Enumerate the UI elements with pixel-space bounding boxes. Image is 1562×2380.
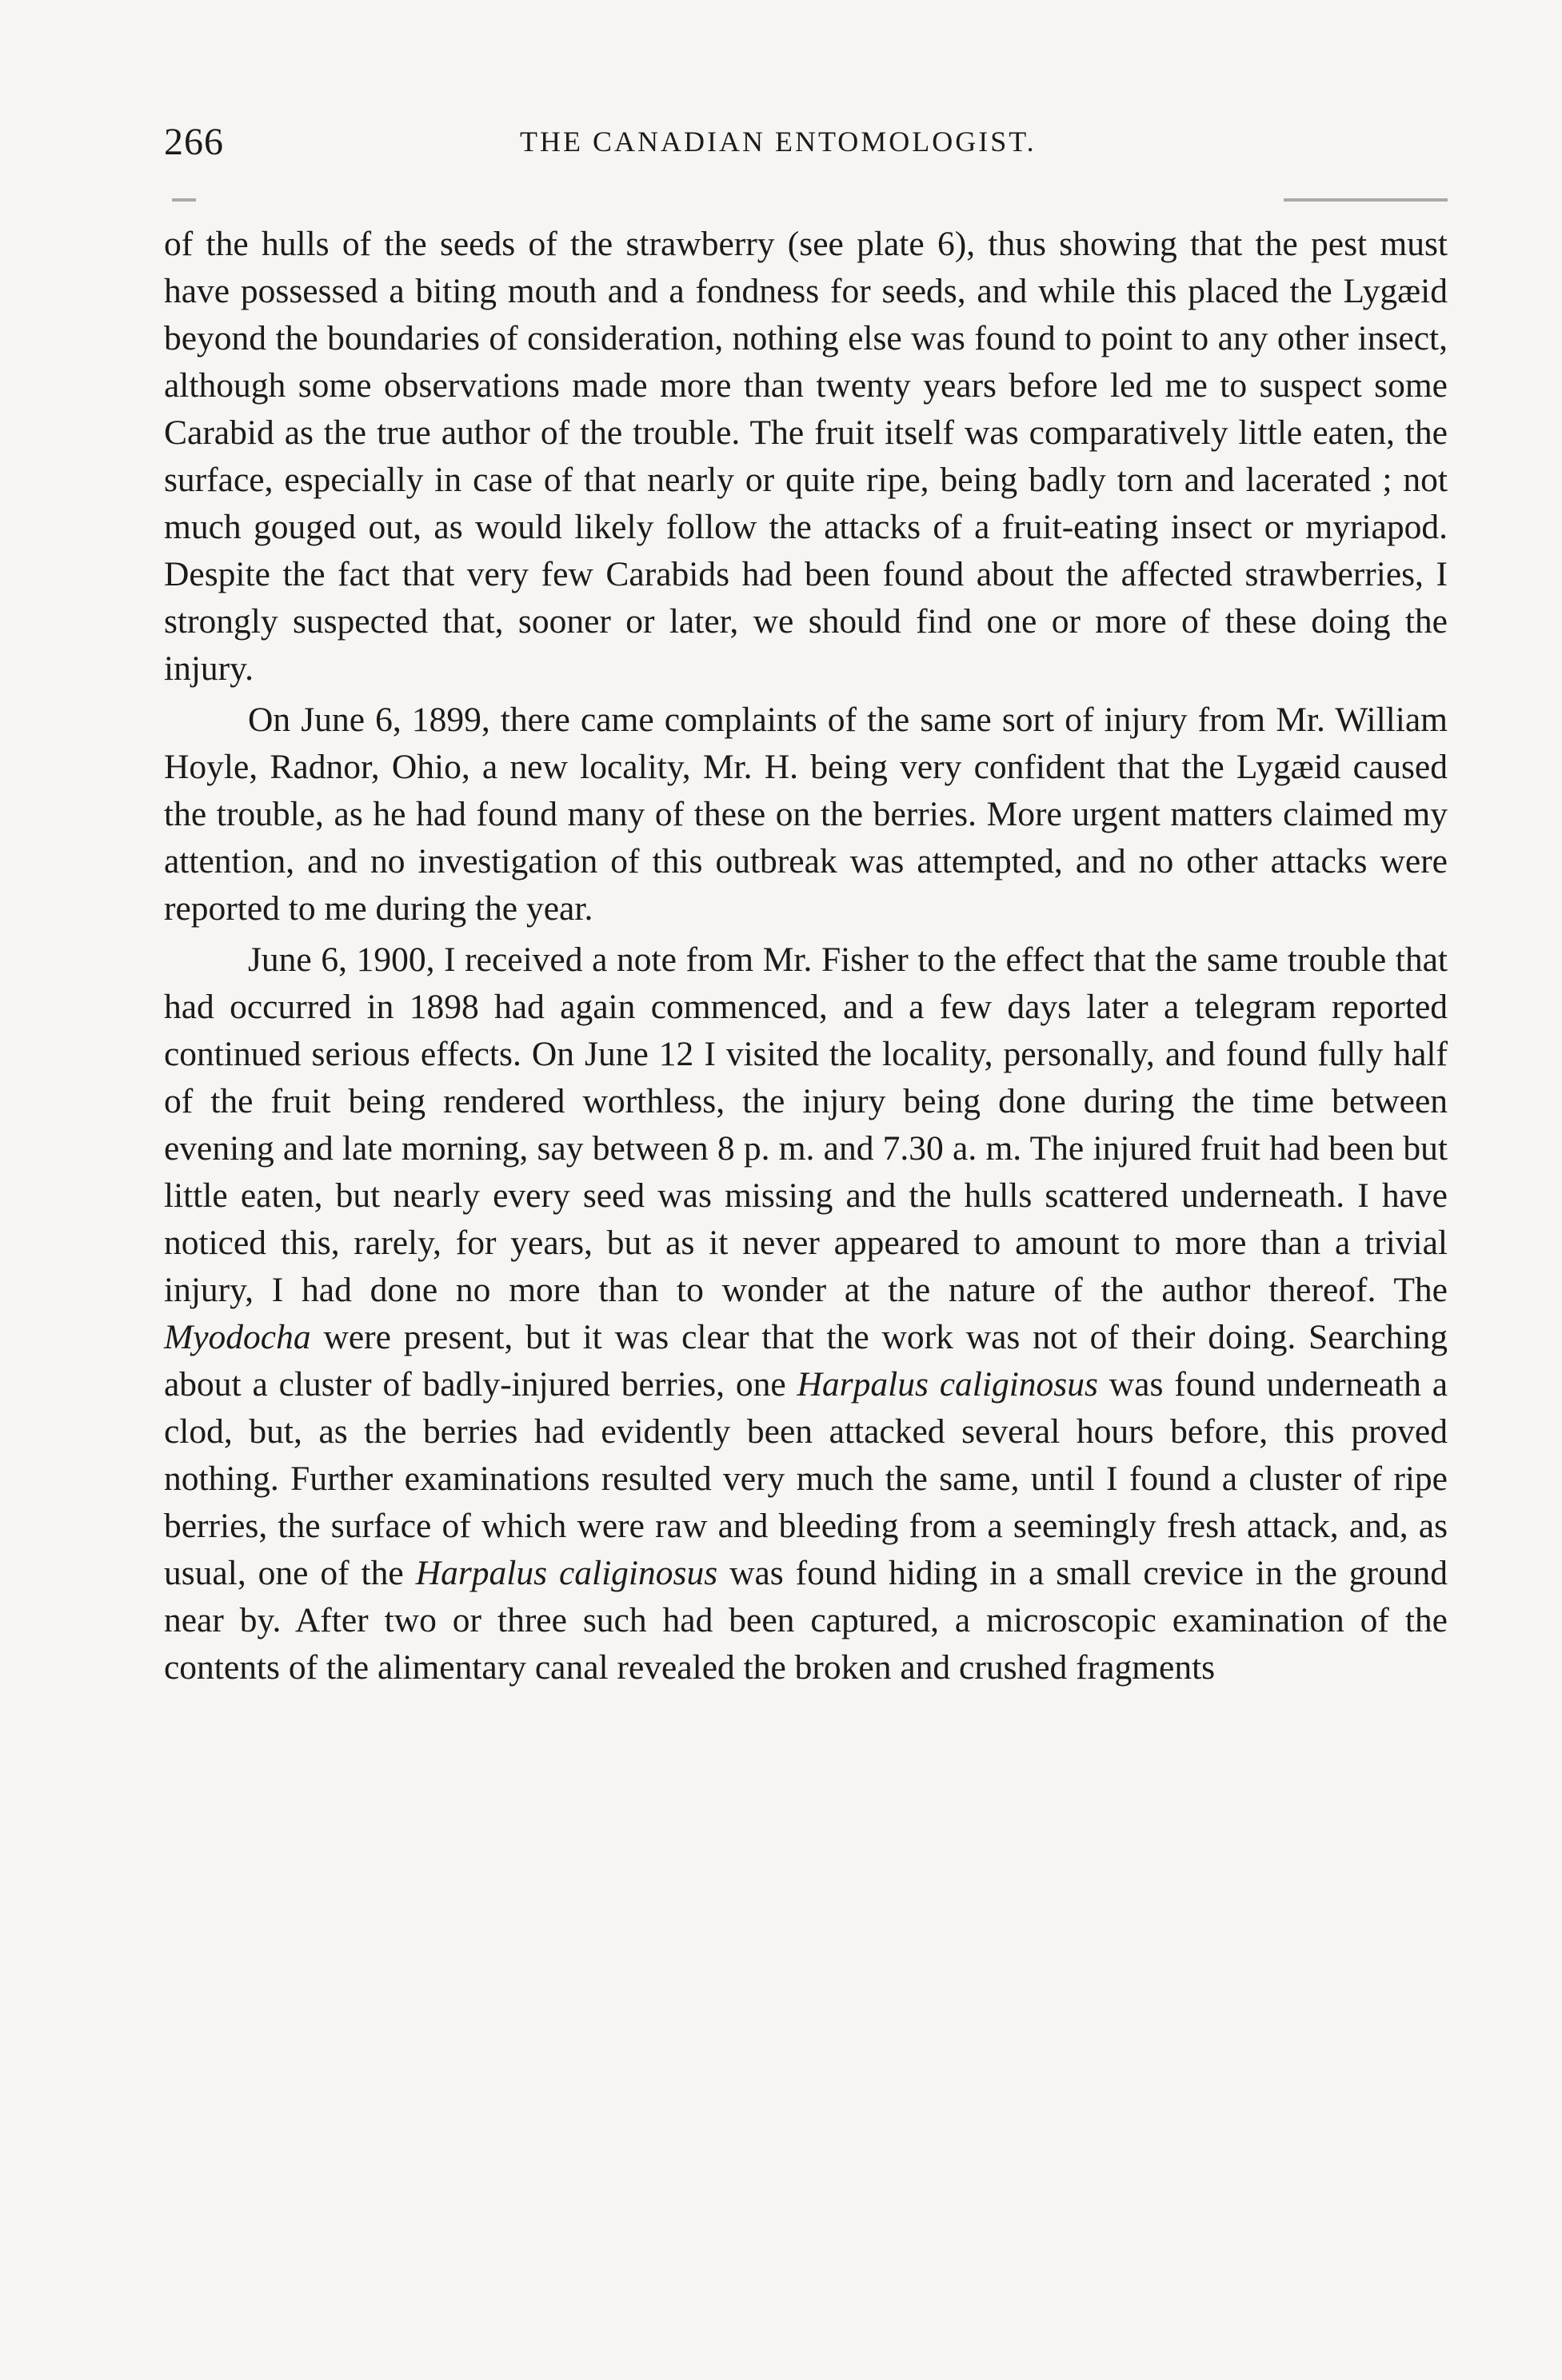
paragraph-text-segment: was found hiding in a small crevice in the ground near by. After two or three such had been captured, a microscopic examination of the contents of the alimentary canal revealed the broken and crushed fragments bbox=[164, 1554, 1448, 1687]
paragraph-june-1899: On June 6, 1899, there came complaints of the same sort of injury from Mr. William Hoyle, Radnor, Ohio, a new locality, Mr. H. being very confident that the Lygæid caused the trouble, as he had found many of these on the berries. More urgent matters claimed my attention, and no investigation of this outbreak was attempted, and no other attacks were reported to me during the year. bbox=[164, 701, 1448, 928]
paragraph-text-segment: June 6, 1900, I received a note from Mr. Fisher to the effect that the same trouble that had occurred in 1898 had again commenced, and a few days later a telegram reported continued serious effects. On June 12 I visited the locality, personally, and found fully half of the fruit being rendered worthless, the injury being done during the time between evening and late morning, say between 8 p. m. and 7.30 a. m. The injured fruit had been but little eaten, but nearly every seed was missing and the hulls scattered underneath. I have noticed this, rarely, for years, but as it never appeared to amount to more than a trivial injury, I had done no more than to wonder at the nature of the author thereof. The bbox=[164, 940, 1448, 1309]
paragraph-continuation: of the hulls of the seeds of the strawberry (see plate 6), thus showing that the pest must have possessed a biting mouth and a fondness for seeds, and while this placed the Lygæid beyond the boundaries of consideration, nothing else was found to point to any other insect, although some observations made more than twenty years before led me to suspect some Carabid as the true author of the trouble. The fruit itself was comparatively little eaten, the surface, especially in case of that nearly or quite ripe, being badly torn and lacerated ; not much gouged out, as would likely follow the attacks of a fruit-eating insect or myriapod. Despite the fact that very few Carabids had been found about the affected strawberries, I strongly suspected that, sooner or later, we should find one or more of these doing the injury. bbox=[164, 225, 1448, 688]
header-rule-right bbox=[1284, 198, 1448, 202]
species-name-harpalus: Harpalus caliginosus bbox=[797, 1365, 1098, 1404]
body-text bbox=[164, 221, 1448, 1691]
paragraph-text-segment: was found underneath a clod, but, as the berries had evidently been attacked several hours before, this proved nothing. Further examinations resulted very much the same, until I found a cluster of ripe berries, the surface of which were raw and bleeding from a seemingly fresh attack, and, as usual, one of the bbox=[164, 1365, 1448, 1592]
page-number: 266 bbox=[164, 121, 224, 163]
paragraph-june-1900 bbox=[164, 936, 1448, 1691]
header-rule-left bbox=[172, 198, 196, 202]
paragraph-text-segment: were present, but it was clear that the work was not of their doing. Searching about a cluster of badly-injured berries, one bbox=[164, 1318, 1448, 1404]
page-header bbox=[164, 120, 1448, 168]
species-name-harpalus: Harpalus caliginosus bbox=[415, 1554, 718, 1592]
species-name-myodocha: Myodocha bbox=[164, 1318, 311, 1356]
running-head: THE CANADIAN ENTOMOLOGIST. bbox=[520, 126, 1037, 158]
